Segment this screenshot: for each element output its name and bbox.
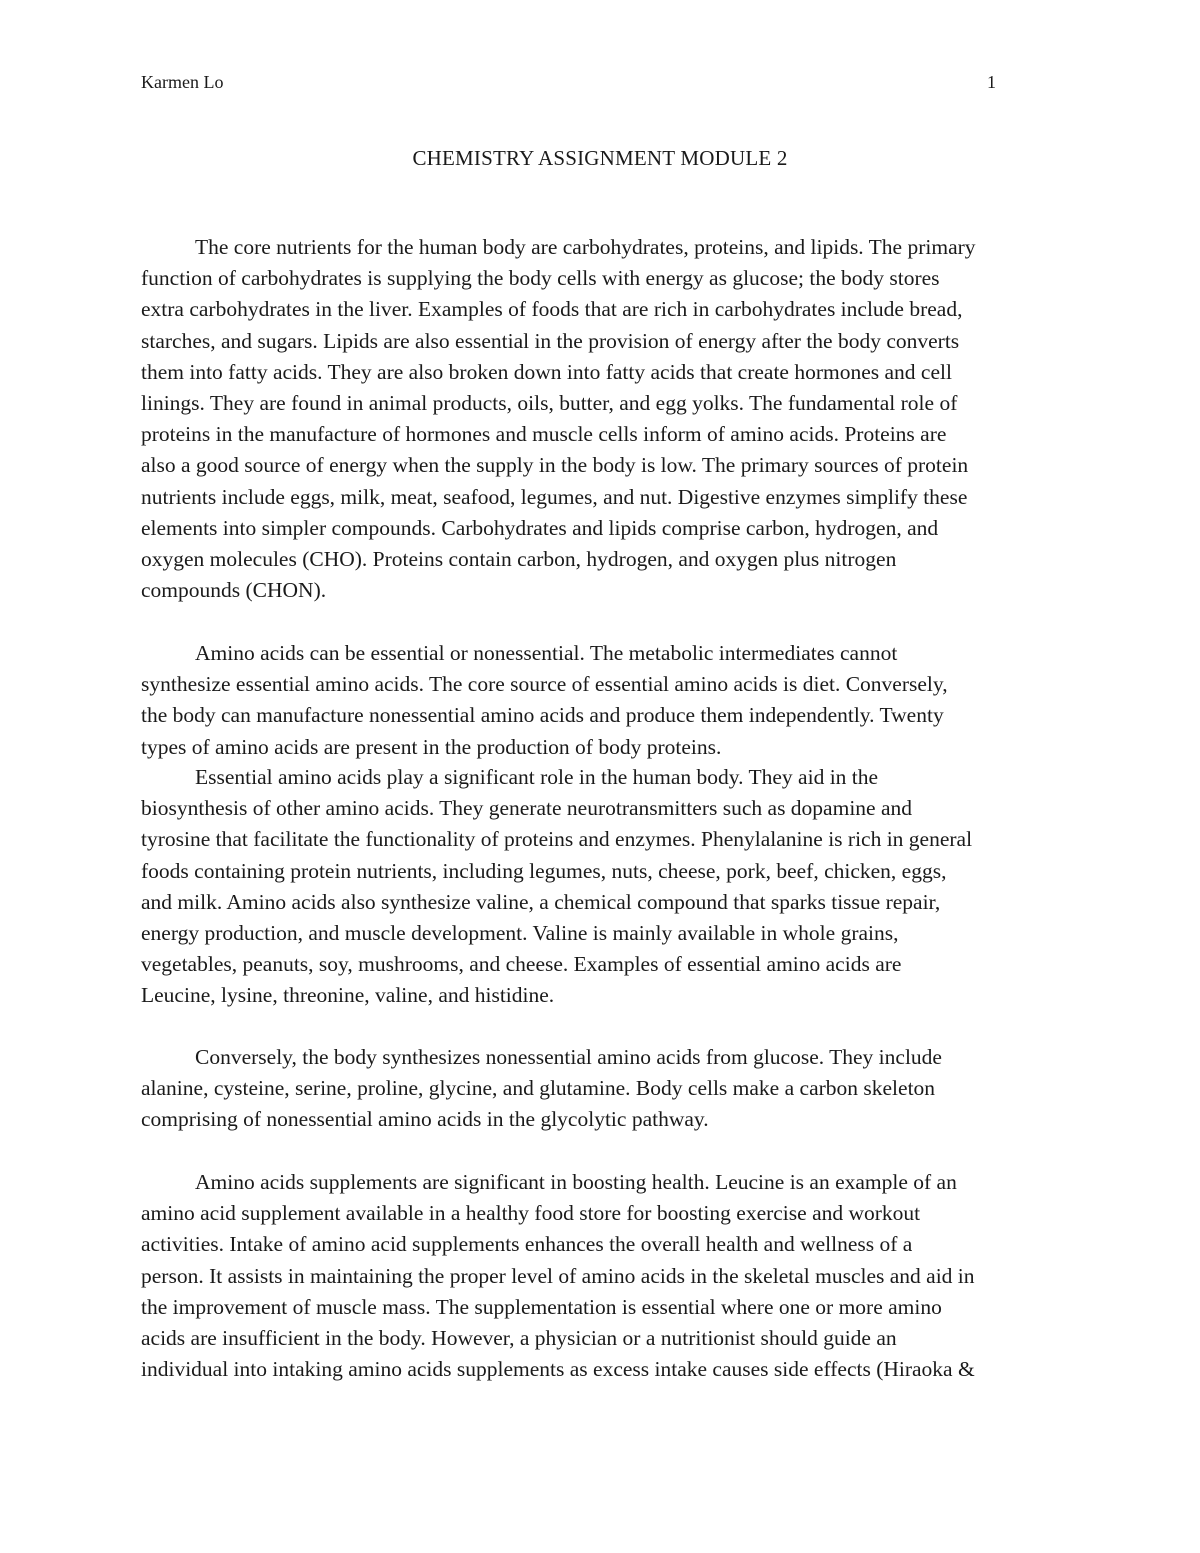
paragraph-line: proteins in the manufacture of hormones and muscle cells inform of amino acids. Proteins are [141, 422, 947, 447]
paragraph-line: elements into simpler compounds. Carbohydrates and lipids comprise carbon, hydrogen, and [141, 515, 939, 540]
paragraph-line: person. It assists in maintaining the proper level of amino acids in the skeletal muscles and aid in [141, 1263, 975, 1288]
header-author: Karmen Lo [141, 72, 224, 92]
paragraph-line: the improvement of muscle mass. The supplementation is essential where one or more amino [141, 1294, 942, 1319]
paragraph-line: amino acid supplement available in a healthy food store for boosting exercise and workout [141, 1201, 921, 1226]
paragraph-line: alanine, cysteine, serine, proline, glycine, and glutamine. Body cells make a carbon skeleton [141, 1076, 936, 1101]
paragraph-line: acids are insufficient in the body. However, a physician or a nutritionist should guide an [141, 1326, 897, 1351]
paragraph-5 [141, 1167, 975, 1385]
paragraph-line: also a good source of energy when the supply in the body is low. The primary sources of protein [141, 453, 969, 478]
paragraph-line: comprising of nonessential amino acids in the glycolytic pathway. [141, 1107, 709, 1132]
paragraph-line: individual into intaking amino acids supplements as excess intake causes side effects (Hiraoka & [141, 1357, 975, 1382]
paragraph-line: tyrosine that facilitate the functionality of proteins and enzymes. Phenylalanine is rich in general [141, 827, 973, 852]
paragraph-line: Leucine, lysine, threonine, valine, and histidine. [141, 983, 555, 1008]
paragraph-line: biosynthesis of other amino acids. They generate neurotransmitters such as dopamine and [141, 796, 913, 821]
paragraph-line: vegetables, peanuts, soy, mushrooms, and cheese. Examples of essential amino acids are [141, 952, 902, 977]
paragraph-2 [141, 638, 948, 763]
paragraph-line: nutrients include eggs, milk, meat, seafood, legumes, and nut. Digestive enzymes simplify these [141, 484, 968, 509]
paragraph-line: Amino acids can be essential or nonessential. The metabolic intermediates cannot [195, 641, 898, 665]
paragraph-line: Amino acids supplements are significant in boosting health. Leucine is an example of an [195, 1170, 957, 1194]
paragraph-line: linings. They are found in animal products, oils, butter, and egg yolks. The fundamental role of [141, 391, 958, 416]
paragraph-line: them into fatty acids. They are also broken down into fatty acids that create hormones and cell [141, 359, 952, 384]
paragraph-line: activities. Intake of amino acid supplements enhances the overall health and wellness of a [141, 1232, 913, 1257]
paragraph-line: function of carbohydrates is supplying the body cells with energy as glucose; the body stores [141, 266, 940, 291]
document-title: CHEMISTRY ASSIGNMENT MODULE 2 [412, 146, 788, 170]
paragraph-line: Conversely, the body synthesizes nonessential amino acids from glucose. They include [195, 1045, 942, 1069]
paragraph-line: extra carbohydrates in the liver. Examples of foods that are rich in carbohydrates include bread, [141, 297, 963, 322]
header-page-number: 1 [987, 72, 996, 92]
paragraph-1 [141, 232, 976, 606]
paragraph-line: types of amino acids are present in the production of body proteins. [141, 734, 722, 759]
paragraph-line: the body can manufacture nonessential amino acids and produce them independently. Twenty [141, 703, 944, 728]
paragraph-line: compounds (CHON). [141, 578, 327, 603]
paragraph-line: energy production, and muscle development. Valine is mainly available in whole grains, [141, 921, 899, 946]
paragraph-3 [141, 762, 972, 1012]
paragraph-line: and milk. Amino acids also synthesize valine, a chemical compound that sparks tissue repair, [141, 889, 941, 914]
paragraph-line: oxygen molecules (CHO). Proteins contain carbon, hydrogen, and oxygen plus nitrogen [141, 547, 897, 572]
paragraph-line: The core nutrients for the human body are carbohydrates, proteins, and lipids. The primary [195, 235, 976, 259]
paragraph-line: foods containing protein nutrients, including legumes, nuts, cheese, pork, beef, chicken, eggs, [141, 858, 947, 883]
paragraph-4 [141, 1042, 942, 1136]
paragraph-line: Essential amino acids play a significant role in the human body. They aid in the [195, 765, 879, 789]
paragraph-line: starches, and sugars. Lipids are also essential in the provision of energy after the body converts [141, 328, 960, 353]
paragraph-line: synthesize essential amino acids. The core source of essential amino acids is diet. Conversely, [141, 672, 948, 697]
